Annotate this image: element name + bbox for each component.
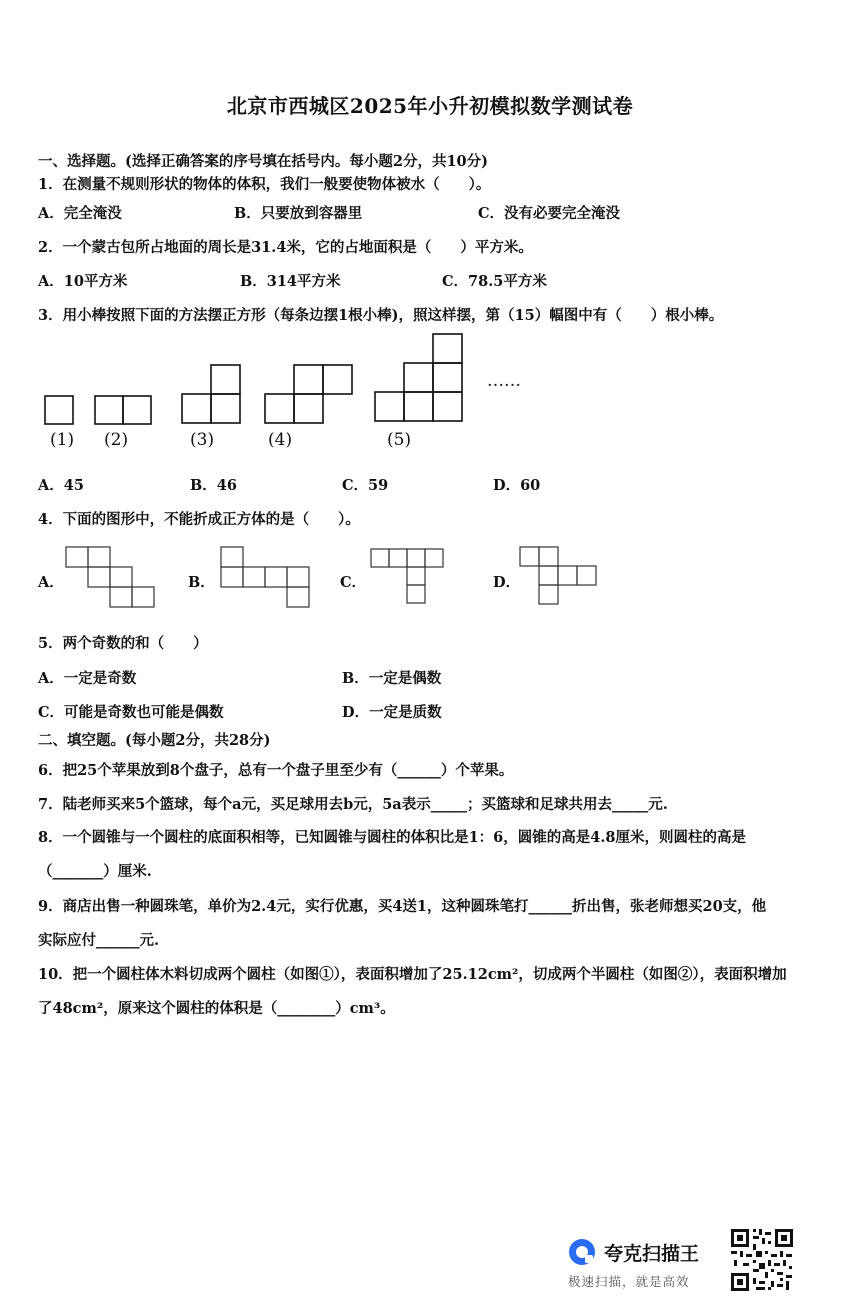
q5-option-b: B．一定是偶数 <box>342 670 442 687</box>
q2-option-c: C．78.5平方米 <box>442 273 547 290</box>
q3-figure-5 <box>375 334 462 421</box>
q4-option-c: C． <box>340 574 367 591</box>
q3-matchstick-figures <box>40 330 540 455</box>
q8-line2: （_______）厘米. <box>38 863 152 880</box>
q1-stem: 1．在测量不规则形状的物体的体积，我们一般要使物体被水（ ）。 <box>38 176 491 193</box>
watermark-slogan: 极速扫描，就是高效 <box>568 1274 690 1289</box>
q3-option-b: B．46 <box>190 477 237 494</box>
watermark-brand: 夸克扫描王 <box>604 1243 700 1265</box>
q3-label-4: (4) <box>268 430 293 450</box>
q3-option-a: A．45 <box>38 477 84 494</box>
q4-stem: 4．下面的图形中，不能折成正方体的是（ ）。 <box>38 511 360 528</box>
q7-stem: 7．陆老师买来5个篮球，每个a元，买足球用去b元，5a表示_____；买篮球和足球共用去_____元. <box>38 796 668 813</box>
q5-option-a: A．一定是奇数 <box>38 670 137 687</box>
quark-logo-icon <box>569 1239 595 1265</box>
q1-option-b: B．只要放到容器里 <box>234 205 363 222</box>
q3-figure-4 <box>265 365 352 423</box>
q10-line2: 了48cm²，原来这个圆柱的体积是（________）cm³。 <box>38 1000 395 1017</box>
q3-figure-3 <box>182 365 240 423</box>
q4-net-d <box>518 545 603 607</box>
q4-option-d: D． <box>493 574 521 591</box>
section1-header: 一、选择题。(选择正确答案的序号填在括号内。每小题2分，共10分) <box>38 153 488 170</box>
q3-option-d: D．60 <box>493 477 541 494</box>
q2-option-a: A．10平方米 <box>38 273 128 290</box>
q3-label-2: (2) <box>104 430 129 450</box>
q8-line1: 8．一个圆锥与一个圆柱的底面积相等，已知圆锥与圆柱的体积比是1：6，圆锥的高是4.8厘米，则圆柱的高是 <box>38 829 746 846</box>
q10-line1: 10．把一个圆柱体木料切成两个圆柱（如图①），表面积增加了25.12cm²，切成两个半圆柱（如图②），表面积增加 <box>38 966 787 983</box>
q3-figure-2 <box>95 396 151 424</box>
scanner-watermark <box>566 1232 736 1292</box>
page-title: 北京市西城区2025年小升初模拟数学测试卷 <box>226 94 634 118</box>
q4-option-b: B． <box>188 574 215 591</box>
q9-line2: 实际应付______元. <box>38 932 160 949</box>
q3-figure-1 <box>45 396 73 424</box>
q3-label-1: (1) <box>50 430 75 450</box>
q5-option-c: C．可能是奇数也可能是偶数 <box>38 704 224 721</box>
q3-label-5: (5) <box>387 430 412 450</box>
q3-stem: 3．用小棒按照下面的方法摆正方形（每条边摆1根小棒)，照这样摆，第（15）幅图中有（ ）根小棒。 <box>38 307 724 324</box>
q1-option-a: A．完全淹没 <box>38 205 122 222</box>
q6-stem: 6．把25个苹果放到8个盘子，总有一个盘子里至少有（______）个苹果。 <box>38 762 514 779</box>
q3-label-3: (3) <box>190 430 215 450</box>
qr-code-icon <box>729 1227 795 1293</box>
q2-stem: 2．一个蒙古包所占地面的周长是31.4米，它的占地面积是（ ）平方米。 <box>38 239 533 256</box>
q4-net-a <box>64 545 159 610</box>
q9-line1: 9．商店出售一种圆珠笔，单价为2.4元，实行优惠，买4送1，这种圆珠笔打______折出售，张老师想买20支，他 <box>38 898 767 915</box>
q4-net-b <box>219 545 314 610</box>
q4-option-a: A． <box>38 574 64 591</box>
q5-stem: 5．两个奇数的和（ ） <box>38 635 208 652</box>
q2-option-b: B．314平方米 <box>240 273 341 290</box>
q3-ellipsis: …… <box>487 371 521 391</box>
q3-option-c: C．59 <box>342 477 389 494</box>
section2-header: 二、填空题。(每小题2分，共28分) <box>38 732 271 749</box>
q1-option-c: C．没有必要完全淹没 <box>478 205 621 222</box>
q5-option-d: D．一定是质数 <box>342 704 442 721</box>
q4-net-c <box>369 547 449 607</box>
